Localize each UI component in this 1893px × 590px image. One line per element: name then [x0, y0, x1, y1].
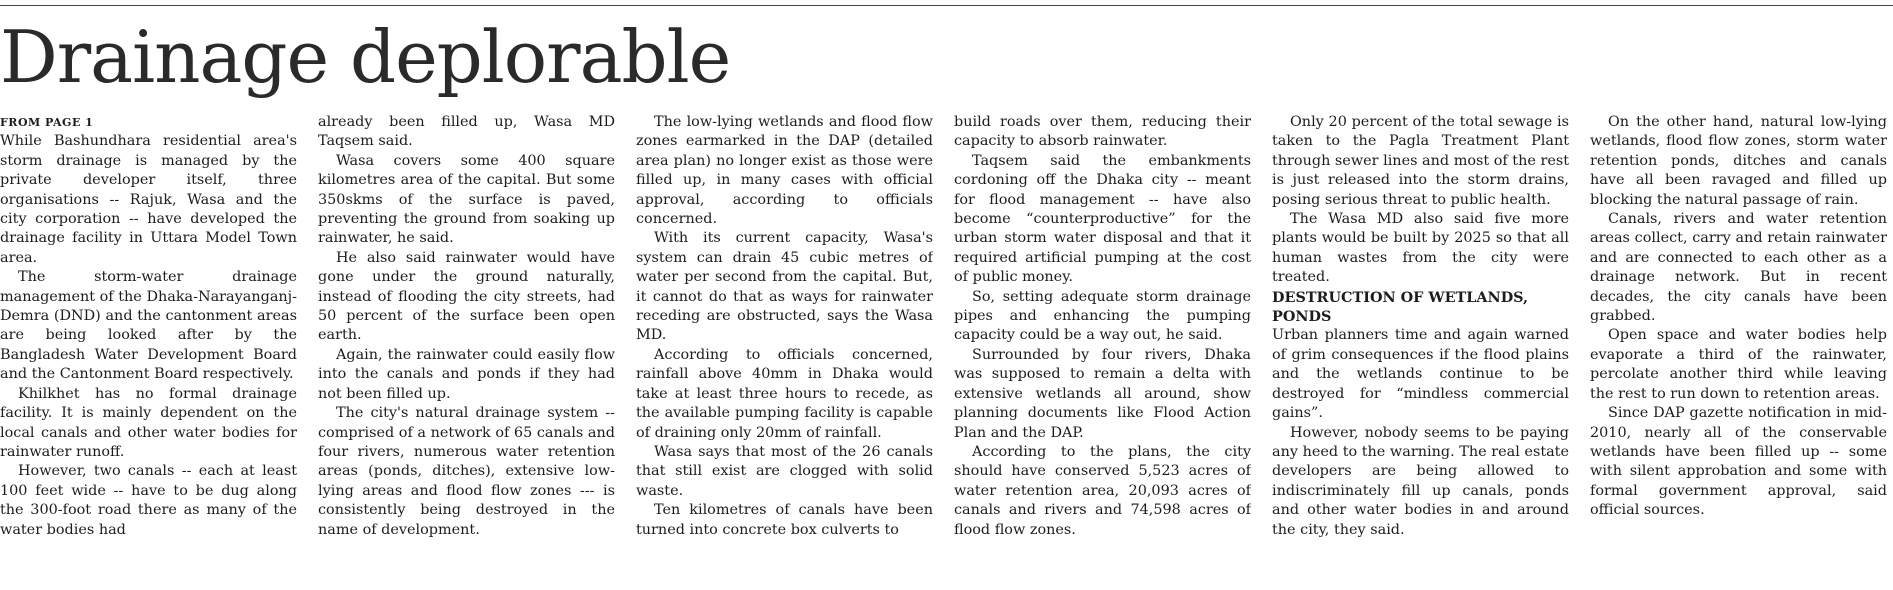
paragraph: The low-lying wetlands and flood flow zones earmarked in the DAP (detailed area plan) no longer exist as those were filled up, in many cases with official approval, according to officials concerned. — [636, 114, 933, 228]
kicker-from-page: FROM PAGE 1 — [0, 116, 94, 129]
paragraph: Taqsem said the embankments cordoning off the Dhaka city -- meant for flood management -- have also become “counterproductive” for the urban storm water disposal and that it required artificial pumping at the cost of public money. — [954, 152, 1251, 286]
article-column-4 — [954, 113, 1251, 590]
paragraph: Surrounded by four rivers, Dhaka was supposed to remain a delta with extensive wetlands all around, show planning documents like Flood Action Plan and the DAP. — [954, 346, 1251, 441]
article-column-6 — [1590, 113, 1887, 590]
paragraph: On the other hand, natural low-lying wetlands, flood flow zones, storm water retention ponds, ditches and canals have all been ravaged and filled up blocking the natural passage of rain. — [1590, 114, 1887, 208]
paragraph: However, two canals -- each at least 100 feet wide -- have to be dug along the 300-foot road there as many of the water bodies had — [0, 463, 297, 538]
paragraph: With its current capacity, Wasa's system can drain 45 cubic metres of water per second from the capital. But, it cannot do that as ways for rainwater receding are obstructed, says the Wasa MD. — [636, 230, 933, 344]
headline: Drainage deplorable — [0, 15, 731, 99]
paragraph: However, nobody seems to be paying any heed to the warning. The real estate developers are being allowed to indiscriminately fill up canals, ponds and other water bodies in and around the city, they said. — [1272, 424, 1569, 538]
paragraph: The city's natural drainage system -- comprised of a network of 65 canals and four rivers, numerous water retention areas (ponds, ditches), extensive low-lying areas and flood flow zones --- is consistently being destroyed in the name of development. — [318, 405, 615, 538]
paragraph: The storm-water drainage management of the Dhaka-Narayanganj-Demra (DND) and the cantonment areas are being looked after by the Bangladesh Water Development Board and the Cantonment Board respectively. — [0, 269, 297, 383]
paragraph: Wasa covers some 400 square kilometres area of the capital. But some 350skms of the surface is paved, preventing the ground from soaking up rainwater, he said. — [318, 152, 615, 247]
article-column-1 — [0, 113, 297, 590]
article-column-2 — [318, 113, 615, 590]
paragraph: He also said rainwater would have gone under the ground naturally, instead of flooding the city streets, had 50 percent of the surface been open earth. — [318, 249, 615, 344]
paragraph: According to the plans, the city should have conserved 5,523 acres of water retention area, 20,093 acres of canals and rivers and 74,598 acres of flood flow zones. — [954, 443, 1251, 538]
paragraph: So, setting adequate storm drainage pipes and enhancing the pumping capacity could be a way out, he said. — [954, 288, 1251, 344]
top-rule — [0, 5, 1893, 6]
paragraph: Urban planners time and again warned of grim consequences if the flood plains and the wetlands continue to be destroyed for “mindless commercial gains”. — [1272, 327, 1569, 422]
article-column-3 — [636, 113, 933, 590]
paragraph: Again, the rainwater could easily flow into the canals and ponds if they had not been filled up. — [318, 346, 615, 402]
paragraph: According to officials concerned, rainfall above 40mm in Dhaka would take at least three hours to recede, as the available pumping facility is capable of draining only 20mm of rainfall. — [636, 346, 933, 441]
paragraph: Wasa says that most of the 26 canals that still exist are clogged with solid waste. — [636, 443, 933, 499]
article-column-5 — [1272, 113, 1569, 590]
paragraph: The Wasa MD also said five more plants would be built by 2025 so that all human wastes from the city were treated. — [1272, 211, 1569, 286]
paragraph: Ten kilometres of canals have been turned into concrete box culverts to — [636, 502, 933, 538]
paragraph: Canals, rivers and water retention areas collect, carry and retain rainwater and are connected to each other as a drainage network. But in recent decades, the city canals have been grabbed. — [1590, 211, 1887, 325]
paragraph: Since DAP gazette notification in mid-2010, nearly all of the conservable wetlands have been filled up -- some with silent approbation and some with formal government approval, said official sources. — [1590, 405, 1887, 519]
paragraph: While Bashundhara residential area's storm drainage is managed by the private developer itself, three organisations -- Rajuk, Wasa and the city corporation -- have developed the drainage facility in Uttara Model Town area. — [0, 133, 297, 266]
paragraph: build roads over them, reducing their capacity to absorb rainwater. — [954, 114, 1251, 150]
paragraph: Only 20 percent of the total sewage is taken to the Pagla Treatment Plant through sewer lines and most of the rest is just released into the storm drains, posing serious threat to public health. — [1272, 114, 1569, 208]
paragraph: Open space and water bodies help evaporate a third of the rainwater, percolate another third while leaving the rest to run down to retention areas. — [1590, 327, 1887, 402]
subheading: DESTRUCTION OF WETLANDS, PONDS — [1272, 288, 1529, 326]
paragraph: already been filled up, Wasa MD Taqsem said. — [318, 114, 615, 150]
paragraph: Khilkhet has no formal drainage facility. It is mainly dependent on the local canals and other water bodies for rainwater runoff. — [0, 385, 297, 460]
